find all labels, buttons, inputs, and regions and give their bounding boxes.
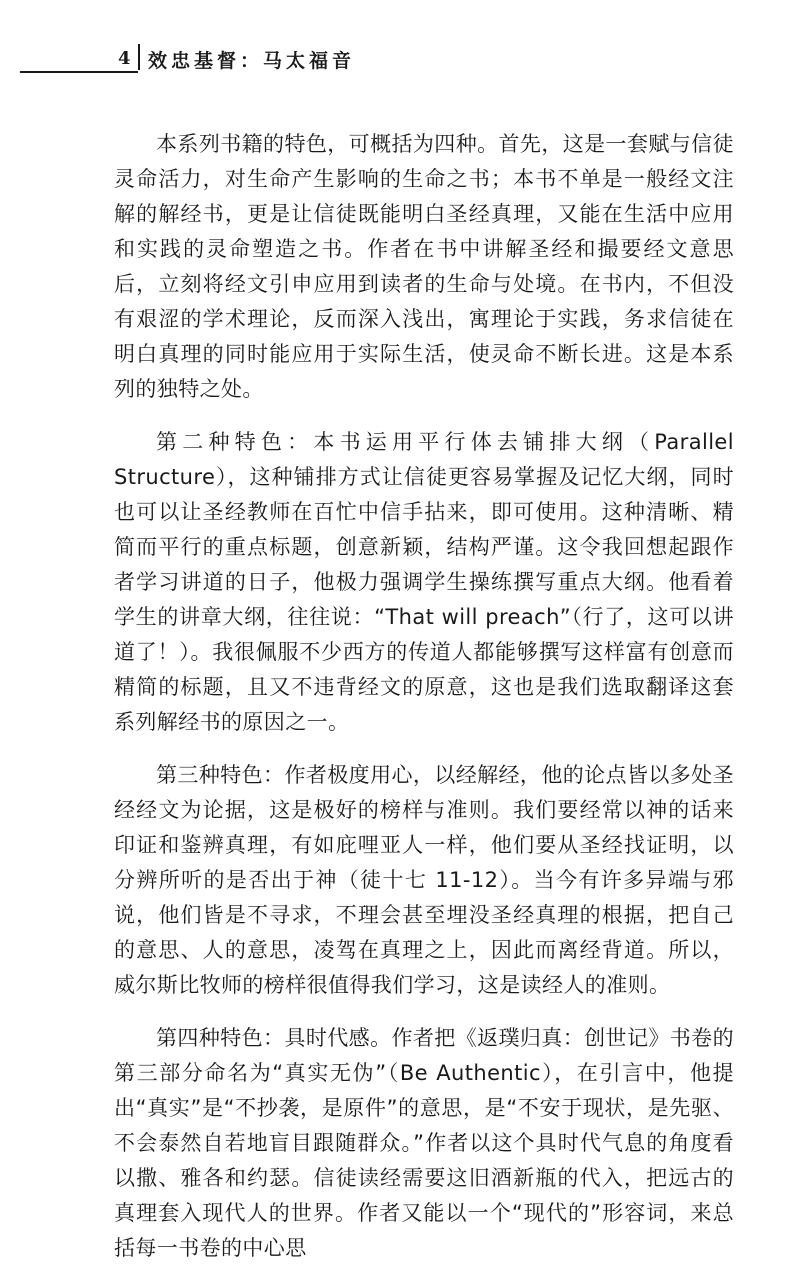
book-title: 效忠基督：马太福音 <box>148 50 356 72</box>
running-head <box>0 40 792 74</box>
body-text <box>114 127 734 1266</box>
header-divider <box>138 44 140 70</box>
paragraph-3: 第三种特色：作者极度用心，以经解经，他的论点皆以多处圣经经文为论据，这是极好的榜样与准则。我们要经常以神的话来印证和鉴辨真理，有如庇哩亚人一样，他们要从圣经找证明，以分辨所听的是否出于神（徒十七 11-12）。当今有许多异端与邪说，他们皆是不寻求，不理会甚至埋没圣经真理的根据，把自己的意思、人的意思，凌驾在真理之上，因此而离经背道。所以，威尔斯比牧师的榜样很值得我们学习，这是读经人的准则。 <box>114 763 734 997</box>
paragraph-2: 第二种特色：本书运用平行体去铺排大纲（Parallel Structure），这种铺排方式让信徒更容易掌握及记忆大纲，同时也可以让圣经教师在百忙中信手拈来，即可使用。这种清晰、精简而平行的重点标题，创意新颖，结构严谨。这令我回想起跟作者学习讲道的日子，他极力强调学生操练撰写重点大纲。他看着学生的讲章大纲，往往说：“That will preach”（行了，这可以讲道了！）。我很佩服不少西方的传道人都能够撰写这样富有创意而精简的标题，且又不违背经文的原意，这也是我们选取翻译这套系列解经书的原因之一。 <box>114 430 734 734</box>
paragraph-4: 第四种特色：具时代感。作者把《返璞归真：创世记》书卷的第三部分命名为“真实无伪”（Be Authentic），在引言中，他提出“真实”是“不抄袭，是原件”的意思，是“不安于现状，是先驱、不会泰然自若地盲目跟随群众。”作者以这个具时代气息的角度看以撒、雅各和约瑟。信徒读经需要这旧酒新瓶的代入，把远古的真理套入现代人的世界。作者又能以一个“现代的”形容词，来总括每一书卷的中心思 <box>114 1026 734 1260</box>
header-rule <box>20 71 138 73</box>
page-number: 4 <box>118 48 131 69</box>
paragraph-1: 本系列书籍的特色，可概括为四种。首先，这是一套赋与信徒灵命活力，对生命产生影响的生命之书；本书不单是一般经文注解的解经书，更是让信徒既能明白圣经真理，又能在生活中应用和实践的灵命塑造之书。作者在书中讲解圣经和撮要经文意思后，立刻将经文引申应用到读者的生命与处境。在书内，不但没有艰涩的学术理论，反而深入浅出，寓理论于实践，务求信徒在明白真理的同时能应用于实际生活，使灵命不断长进。这是本系列的独特之处。 <box>114 132 734 401</box>
